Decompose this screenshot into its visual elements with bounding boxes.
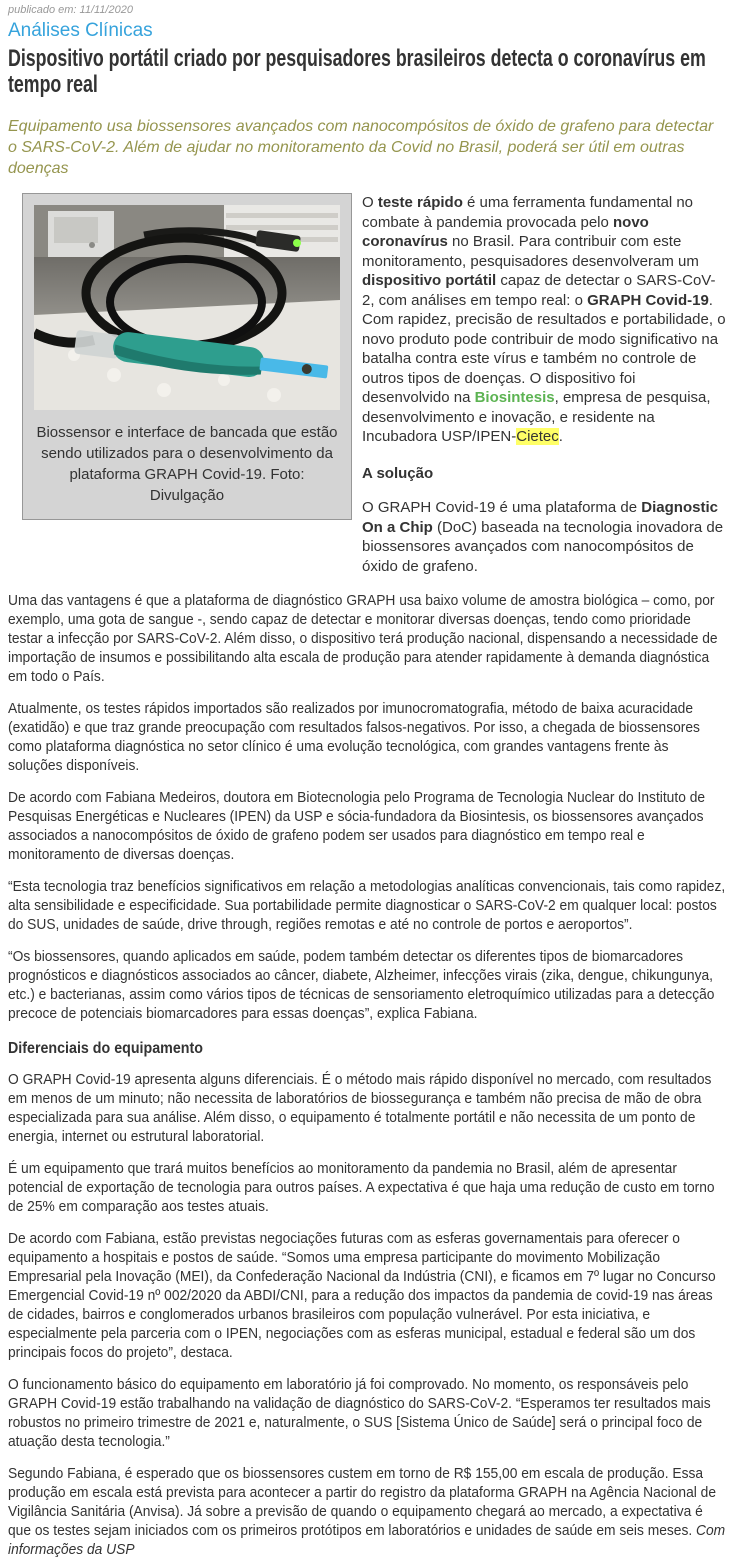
section-heading: Diferenciais do equipamento [8, 1040, 203, 1057]
solution-paragraph: O GRAPH Covid-19 é uma plataforma de Diagnostic On a Chip (DoC) baseada na tecnologia inovadora de biossensores avançados com nanocompósitos de óxido de grafeno. [362, 499, 724, 575]
paragraph: O funcionamento básico do equipamento em laboratório já foi comprovado. No momento, os responsáveis pelo GRAPH Covid-19 estão trabalhando na validação de diagnóstico do SARS-CoV-2. “Esperamos ter resultados mais robustos no primeiro trimestre de 2021 e, naturalmente, o SUS [Sistema Único de Saúde] será o principal foco de atuação desta tecnologia.” [8, 1376, 711, 1450]
paragraph: “Esta tecnologia traz benefícios significativos em relação a metodologias analíticas convencionais, tais como rapidez, alta sensibilidade e especificidade. Sua portabilidade permite diagnosticar o SARS-CoV-2 em qualquer local: postos do SUS, unidades de saúde, drive through, regiões remotas e até no controle de portos e aeroportos”. [8, 878, 726, 933]
paragraph: De acordo com Fabiana, estão previstas negociações futuras com as esferas governamentais para oferecer o equipamento a hospitais e postos de saúde. “Somos uma empresa participante do movimento Mobilização Empresarial pela Inovação (MEI), da Confederação Nacional da Indústria (CNI), e ficamos em 7º lugar no Concurso Emergencial Covid-19 nº 002/2020 da ABDI/CNI, para a redução dos impactos da pandemia de covid-19 nas áreas de cidades, bairros e conglomerados urbanos brasileiros com população vulnerável. Por esta iniciativa, e especialmente pela parceria com o IPEN, negociações com as esferas municipal, estadual e federal são um dos principais focos do projeto”, destaca. [8, 1230, 716, 1361]
lead-section [8, 193, 726, 576]
paragraph: Segundo Fabiana, é esperado que os biossensores custem em torno de R$ 155,00 em escala de produção. Essa produção em escala está prevista para acontecer a partir do registro da plataforma GRAPH na Agência Nacional de Vigilância Sanitária (Anvisa). Já sobre a previsão de quando o equipamento chegará ao mercado, a expectativa é que os testes sejam iniciados com os primeiros protótipos em laboratórios e unidades de saúde em seis meses. Com informações da USP [8, 1465, 726, 1558]
paragraph: O GRAPH Covid-19 apresenta alguns diferenciais. É o método mais rápido disponível no mercado, com resultados em menos de um minuto; não necessita de laboratórios de biossegurança e também não precisa de mão de obra especializada para sua análise. Além disso, o equipamento é totalmente portátil e não necessita de um ponto de energia, internet ou estrutural laboratorial. [8, 1071, 712, 1145]
paragraph: Uma das vantagens é que a plataforma de diagnóstico GRAPH usa baixo volume de amostra biológica – como, por exemplo, uma gota de sangue -, sendo capaz de detectar e monitorar diversas doenças, tendo como prioridade testar a infecção por SARS-CoV-2. Além disso, o dispositivo terá produção nacional, dispensando a necessidade de importação de insumos e possibilitando alta escala de produção para atender rapidamente à demanda diagnóstica em todo o País. [8, 592, 718, 685]
paragraph: É um equipamento que trará muitos benefícios ao monitoramento da pandemia no Brasil, além de apresentar potencial de exportação de tecnologia para outros países. A expectativa é que haja uma redução de custo em torno de 25% em comparação aos testes atuais. [8, 1160, 715, 1215]
solution-heading: A solução [362, 464, 434, 482]
paragraph: Atualmente, os testes rápidos importados são realizados por imunocromatografia, método de baixa acuracidade (exatidão) e que traz grande preocupação com resultados falsos-negativos. Por isso, a chegada de biossensores como plataforma diagnóstica no setor clínico é uma evolução tecnológica, com grandes vantagens frente às soluções disponíveis. [8, 700, 700, 774]
article-title: Dispositivo portátil criado por pesquisadores brasileiros detecta o coronavírus em tempo real [8, 45, 706, 98]
figure-box [22, 193, 352, 520]
category-link[interactable]: Análises Clínicas [8, 20, 153, 41]
paragraph: “Os biossensores, quando aplicados em saúde, podem também detectar os diferentes tipos de biomarcadores prognósticos e diagnósticos associados ao câncer, diabete, Alzheimer, infecções virais (zika, dengue, chikungunya, etc.) e bacterianas, assim como vários tipos de técnicas de sensoriamento eletroquímico utilizadas para a detecção precoce de potenciais biomarcadores para essas doenças”, explica Fabiana. [8, 948, 715, 1022]
biosintesis-link[interactable]: Biosintesis [474, 389, 555, 406]
paragraph: De acordo com Fabiana Medeiros, doutora em Biotecnologia pelo Programa de Tecnologia Nuclear do Instituto de Pesquisas Energéticas e Nucleares (IPEN) da USP e sócia-fundadora da Biosintesis, os biossensores avançados associados a nanocompósitos de óxido de grafeno podem ser usados para diagnóstico em tempo real e monitoramento de diversas doenças. [8, 789, 706, 863]
intro-paragraph: O teste rápido é uma ferramenta fundamental no combate à pandemia provocada pelo novo coronavírus no Brasil. Para contribuir com este monitoramento, pesquisadores desenvolveram um dispositivo portátil capaz de detectar o SARS-CoV-2, com análises em tempo real: o GRAPH Covid-19. Com rapidez, precisão de resultados e portabilidade, o novo produto pode contribuir de modo significativo na batalha contra este vírus e também no controle de outros tipos de doenças. O dispositivo foi desenvolvido na Biosintesis, empresa de pesquisa, desenvolvimento e inovação, e residente na Incubadora USP/IPEN-Cietec. [362, 194, 726, 445]
lead-text-column [362, 193, 726, 576]
published-date: publicado em: 11/11/2020 [8, 4, 133, 16]
highlighted-term: Cietec [516, 428, 559, 445]
article-body [8, 591, 726, 1559]
biosensor-photo [34, 205, 340, 410]
article-subtitle: Equipamento usa biossensores avançados com nanocompósitos de óxido de grafeno para detectar o SARS-CoV-2. Além de ajudar no monitoramento da Covid no Brasil, poderá ser útil em outras doenças [8, 118, 714, 177]
figure-caption: Biossensor e interface de bancada que estão sendo utilizados para o desenvolvimento da plataforma GRAPH Covid-19. Foto: Divulgação [36, 424, 338, 504]
